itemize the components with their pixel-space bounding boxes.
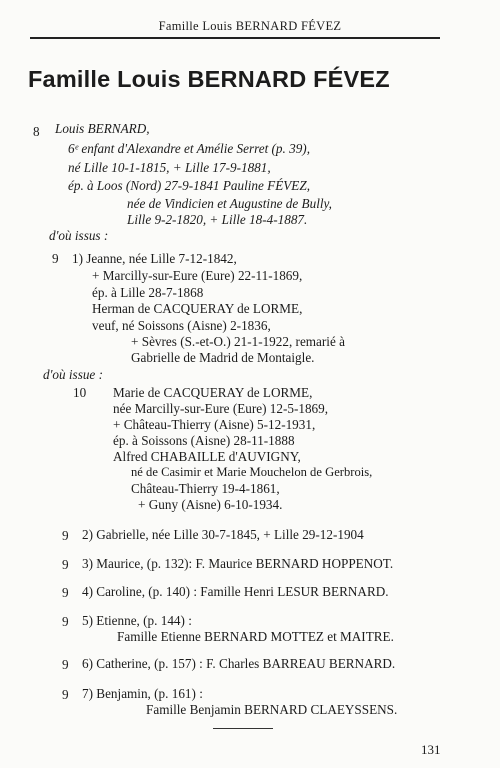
generation-number: 9 [62,657,69,672]
person-name: Louis BERNARD, [55,121,150,136]
entry-line: + Sèvres (S.-et-O.) 21-1-1922, remarié à [131,334,345,349]
entry-line: née Marcilly-sur-Eure (Eure) 12-5-1869, [113,401,329,416]
generation-number: 9 [62,585,69,600]
page-title: Famille Louis BERNARD FÉVEZ [28,66,390,92]
entry-line: + Château-Thierry (Aisne) 5-12-1931, [113,417,316,432]
generation-number: 9 [62,528,69,543]
sibling-entry: 7) Benjamin, (p. 161) : [82,686,203,701]
entry-line: née de Vindicien et Augustine de Bully, [127,196,332,211]
entry-line: ép. à Lille 28-7-1868 [92,285,204,300]
entry-line: Herman de CACQUERAY de LORME, [92,301,303,316]
sibling-entry: 2) Gabrielle, née Lille 30-7-1845, + Lille 29-12-1904 [82,527,364,542]
issue-label: d'où issus : [49,228,109,243]
generation-number: 9 [62,614,69,629]
generation-number: 9 [62,687,69,702]
entry-line: Château-Thierry 19-4-1861, [131,481,280,496]
header-rule [30,37,440,39]
page-number: 131 [421,742,441,757]
entry-line: Lille 9-2-1820, + Lille 18-4-1887. [127,212,308,227]
generation-number: 10 [73,385,87,400]
entry-line: Alfred CHABAILLE d'AUVIGNY, [113,449,301,464]
sibling-entry-cont: Famille Etienne BERNARD MOTTEZ et MAITRE. [117,629,394,644]
generation-number: 9 [62,557,69,572]
generation-number: 9 [52,251,59,266]
sibling-entry: 4) Caroline, (p. 140) : Famille Henri LESUR BERNARD. [82,584,389,599]
sibling-entry: 5) Etienne, (p. 144) : [82,613,192,628]
running-header: Famille Louis BERNARD FÉVEZ [158,19,342,33]
sibling-entry: 3) Maurice, (p. 132): F. Maurice BERNARD HOPPENOT. [82,556,394,571]
entry-line: ép. à Loos (Nord) 27-9-1841 Pauline FÉVEZ, [68,178,310,193]
entry-line: + Marcilly-sur-Eure (Eure) 22-11-1869, [92,268,303,283]
entry-line: 1) Jeanne, née Lille 7-12-1842, [72,251,237,266]
issue-label: d'où issue : [43,367,103,382]
generation-number: 8 [33,124,40,139]
entry-line: ép. à Soissons (Aisne) 28-11-1888 [113,433,295,448]
footer-rule [213,728,273,729]
entry-line: 6ᵉ enfant d'Alexandre et Amélie Serret (p. 39), [68,141,310,156]
entry-line: Marie de CACQUERAY de LORME, [113,385,313,400]
entry-line: né Lille 10-1-1815, + Lille 17-9-1881, [68,160,271,175]
sibling-entry-cont: Famille Benjamin BERNARD CLAEYSSENS. [146,702,398,717]
sibling-entry: 6) Catherine, (p. 157) : F. Charles BARREAU BERNARD. [82,656,396,671]
entry-line: + Guny (Aisne) 6-10-1934. [138,497,283,512]
entry-line: né de Casimir et Marie Mouchelon de Gerbrois, [131,465,373,479]
entry-line: veuf, né Soissons (Aisne) 2-1836, [92,318,271,333]
entry-line: Gabrielle de Madrid de Montaigle. [131,350,315,365]
